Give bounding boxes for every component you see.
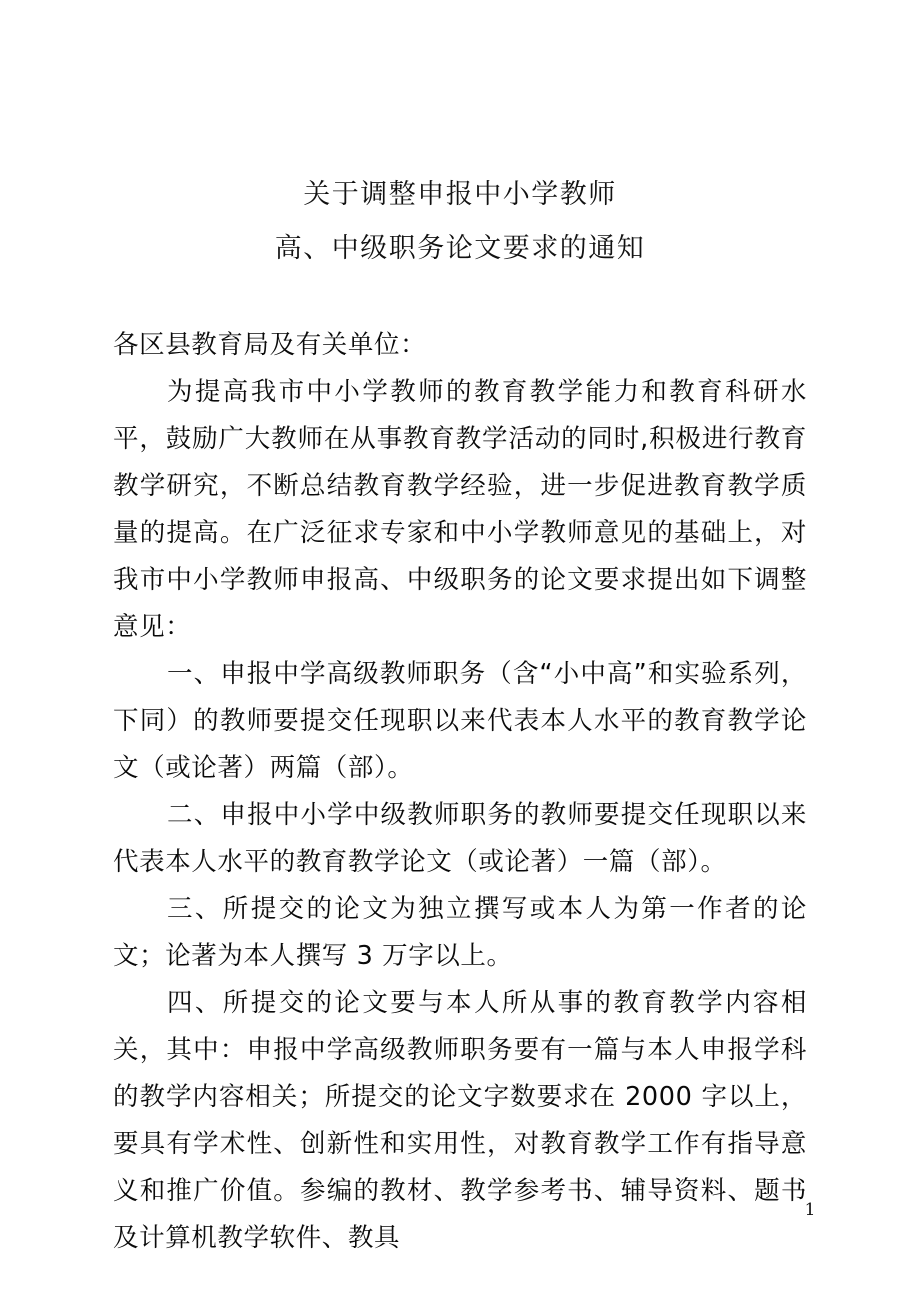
document-body [113,322,807,1262]
page-number: 1 [804,1200,816,1220]
paragraph-item-3: 三、所提交的论文为独立撰写或本人为第一作者的论文；论著为本人撰写 3 万字以上。 [113,894,807,971]
paragraph-item-2: 二、申报中小学中级教师职务的教师要提交任现职以来代表本人水平的教育教学论文（或论著）一篇（部）。 [113,800,807,877]
paragraph-item-1: 一、申报中学高级教师职务（含“小中高”和实验系列，下同）的教师要提交任现职以来代表本人水平的教育教学论文（或论著）两篇（部）。 [113,659,807,783]
title-line-1: 关于调整申报中小学教师 [303,179,617,210]
paragraph-item-4: 四、所提交的论文要与本人所从事的教育教学内容相关，其中：申报中学高级教师职务要有一篇与本人申报学科的教学内容相关；所提交的论文字数要求在 2000 字以上，要具有学术性、创新性和实用性，对教育教学工作有指导意义和推广价值。参编的教材、教学参考书、辅导资料、题书及计算机教学软件、教具 [113,988,807,1253]
document-title [0,168,920,276]
title-line-2: 高、中级职务论文要求的通知 [274,233,646,264]
paragraph-intro: 为提高我市中小学教师的教育教学能力和教育科研水平，鼓励广大教师在从事教育教学活动的同时,积极进行教育教学研究，不断总结教育教学经验，进一步促进教育教学质量的提高。在广泛征求专家和中小学教师意见的基础上，对我市中小学教师申报高、中级职务的论文要求提出如下调整意见： [113,377,807,642]
salutation: 各区县教育局及有关单位： [113,330,427,360]
